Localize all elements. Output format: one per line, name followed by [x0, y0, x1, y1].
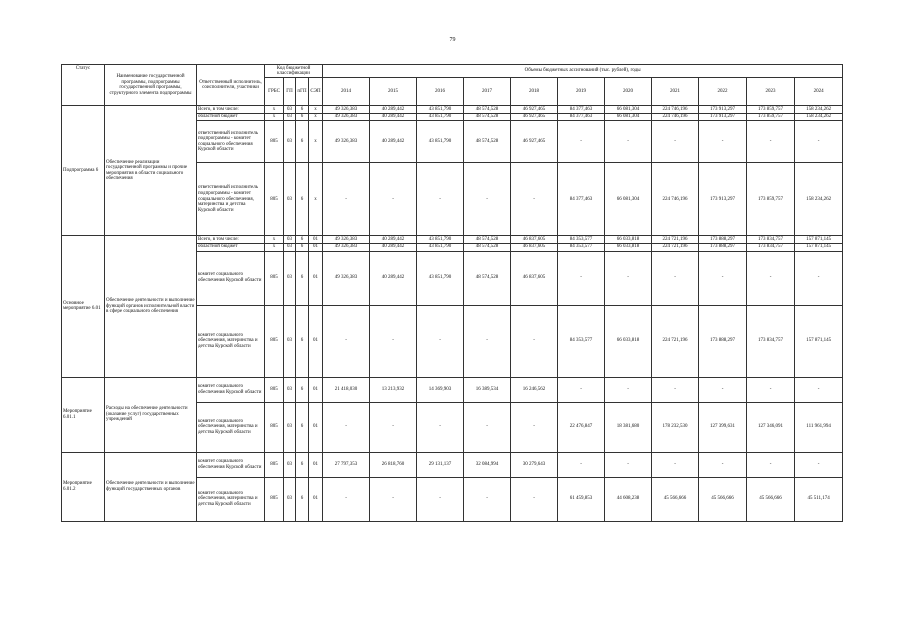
cell-amount: -	[747, 377, 795, 402]
cell-amount: -	[417, 477, 464, 521]
cell-amount: 84 377,463	[558, 163, 605, 236]
cell-amount: 40 289,442	[370, 113, 417, 121]
cell-code: 6	[296, 477, 309, 521]
cell-amount: 84 353,577	[558, 243, 605, 251]
cell-amount: -	[652, 452, 699, 477]
cell-amount: 40 289,442	[370, 243, 417, 251]
header-year-0: 2014	[323, 78, 370, 106]
cell-amount: -	[605, 377, 652, 402]
cell-code: 805	[265, 452, 284, 477]
cell-amount: 43 851,790	[417, 113, 464, 121]
table-row	[62, 236, 843, 244]
cell-code: 03	[284, 477, 296, 521]
cell-status: Мероприятие 6.01.2	[62, 452, 105, 521]
cell-amount: -	[323, 477, 370, 521]
cell-amount: 48 574,528	[464, 121, 511, 163]
cell-code: x	[309, 163, 323, 236]
cell-amount: -	[417, 305, 464, 377]
cell-amount: 84 377,463	[558, 106, 605, 114]
cell-amount: 66 033,818	[605, 236, 652, 244]
cell-amount: 48 574,528	[464, 251, 511, 305]
cell-amount: 44 608,238	[605, 477, 652, 521]
cell-code: 805	[265, 402, 284, 452]
cell-amount: 224 721,196	[652, 243, 699, 251]
cell-code: 805	[265, 121, 284, 163]
cell-amount: -	[323, 305, 370, 377]
cell-program-name: Расходы на обеспечение деятельности (оказание услуг) государственных учреждений	[105, 377, 197, 452]
cell-amount: -	[699, 121, 747, 163]
cell-amount: 158 234,262	[795, 163, 843, 236]
cell-executor: областной бюджет	[197, 243, 265, 251]
cell-code: 6	[296, 452, 309, 477]
cell-amount: 224 721,196	[652, 236, 699, 244]
cell-amount: 29 131,137	[417, 452, 464, 477]
cell-amount: 48 574,528	[464, 106, 511, 114]
header-volumes-group: Объемы бюджетных ассигнований (тыс. рублей), годы	[323, 65, 843, 78]
cell-amount: -	[747, 121, 795, 163]
header-year-8: 2022	[699, 78, 747, 106]
cell-code: 01	[309, 477, 323, 521]
cell-code: x	[265, 106, 284, 114]
cell-amount: 49 326,383	[323, 113, 370, 121]
cell-code: 01	[309, 236, 323, 244]
cell-code: 6	[296, 106, 309, 114]
cell-amount: -	[795, 121, 843, 163]
header-year-9: 2023	[747, 78, 795, 106]
cell-amount: 66 081,304	[605, 106, 652, 114]
cell-amount: 173 913,297	[699, 163, 747, 236]
cell-program-name: Обеспечение реализации государственной программы и прочие мероприятия в области социального обеспечения	[105, 106, 197, 236]
cell-amount: -	[558, 377, 605, 402]
header-year-5: 2019	[558, 78, 605, 106]
cell-code: 03	[284, 236, 296, 244]
cell-amount: 45 511,174	[795, 477, 843, 521]
cell-amount: 173 859,757	[747, 163, 795, 236]
cell-amount: 46 837,605	[511, 236, 558, 244]
cell-amount: -	[558, 121, 605, 163]
cell-amount: 157 871,145	[795, 243, 843, 251]
cell-amount: -	[370, 305, 417, 377]
cell-amount: -	[370, 163, 417, 236]
cell-amount: -	[795, 452, 843, 477]
table-row	[62, 452, 843, 477]
cell-amount: 84 353,577	[558, 305, 605, 377]
cell-status: Подпрограмма 6	[62, 106, 105, 236]
cell-amount: 43 851,790	[417, 121, 464, 163]
cell-code: 03	[284, 163, 296, 236]
cell-amount: -	[370, 477, 417, 521]
cell-code: 805	[265, 251, 284, 305]
cell-amount: -	[795, 251, 843, 305]
cell-amount: 46 927,465	[511, 106, 558, 114]
cell-amount: 27 797,353	[323, 452, 370, 477]
header-year-1: 2015	[370, 78, 417, 106]
cell-amount: 22 476,847	[558, 402, 605, 452]
table-row	[62, 106, 843, 114]
cell-amount: -	[747, 452, 795, 477]
cell-amount: 173 888,297	[699, 305, 747, 377]
cell-amount: 32 084,994	[464, 452, 511, 477]
cell-code: x	[265, 243, 284, 251]
cell-amount: -	[652, 121, 699, 163]
cell-amount: 18 381,680	[605, 402, 652, 452]
cell-code: 03	[284, 113, 296, 121]
cell-amount: -	[699, 377, 747, 402]
cell-amount: 224 746,196	[652, 113, 699, 121]
cell-status: Основное мероприятие 6.01	[62, 236, 105, 377]
cell-code: 01	[309, 402, 323, 452]
cell-code: 01	[309, 305, 323, 377]
cell-code: x	[265, 113, 284, 121]
header-codes-group: Код бюджетной классификации	[265, 65, 323, 78]
header-code-1: ГП	[284, 78, 296, 106]
header-year-3: 2017	[464, 78, 511, 106]
cell-amount: 173 888,297	[699, 236, 747, 244]
table-body	[62, 106, 843, 521]
cell-amount: 158 234,262	[795, 113, 843, 121]
cell-amount: -	[370, 402, 417, 452]
cell-amount: 14 369,903	[417, 377, 464, 402]
cell-code: 03	[284, 106, 296, 114]
cell-executor: комитет социального обеспечения, материнства и детства Курской области	[197, 305, 265, 377]
cell-amount: -	[464, 402, 511, 452]
cell-amount: 84 353,577	[558, 236, 605, 244]
cell-amount: 66 033,818	[605, 305, 652, 377]
cell-amount: -	[605, 251, 652, 305]
header-year-10: 2024	[795, 78, 843, 106]
cell-code: x	[309, 106, 323, 114]
cell-executor: ответственный исполнитель подпрограммы - комитет социального обеспечения, материнства и детства Курской области	[197, 163, 265, 236]
cell-amount: 49 326,383	[323, 236, 370, 244]
cell-amount: 16 246,562	[511, 377, 558, 402]
header-code-3: СЭП	[309, 78, 323, 106]
cell-code: 01	[309, 452, 323, 477]
cell-amount: 66 033,818	[605, 243, 652, 251]
cell-amount: 49 326,383	[323, 121, 370, 163]
cell-code: 805	[265, 377, 284, 402]
cell-program-name: Обеспечение деятельности и выполнение функций государственных органов	[105, 452, 197, 521]
cell-executor: комитет социального обеспечения, материнства и детства Курской области	[197, 402, 265, 452]
cell-amount: 40 289,442	[370, 251, 417, 305]
cell-code: 03	[284, 121, 296, 163]
header-row-top	[62, 65, 843, 78]
cell-code: 6	[296, 236, 309, 244]
cell-executor: ответственный исполнитель подпрограммы - комитет социального обеспечения Курской области	[197, 121, 265, 163]
cell-code: 03	[284, 243, 296, 251]
cell-code: 6	[296, 377, 309, 402]
cell-amount: 16 389,534	[464, 377, 511, 402]
cell-amount: 127 346,091	[747, 402, 795, 452]
cell-amount: -	[417, 163, 464, 236]
header-status: Статус	[62, 65, 105, 106]
cell-amount: -	[511, 402, 558, 452]
cell-amount: 49 326,383	[323, 251, 370, 305]
cell-amount: 224 721,196	[652, 305, 699, 377]
cell-amount: -	[417, 402, 464, 452]
cell-program-name: Обеспечение деятельности и выполнение функций органов исполнительной власти в сфере социального обеспечения	[105, 236, 197, 377]
cell-amount: 173 834,757	[747, 243, 795, 251]
cell-amount: -	[699, 251, 747, 305]
header-year-2: 2016	[417, 78, 464, 106]
cell-amount: 40 289,442	[370, 106, 417, 114]
cell-amount: 46 837,605	[511, 251, 558, 305]
cell-amount: 48 574,528	[464, 243, 511, 251]
cell-code: 6	[296, 402, 309, 452]
cell-amount: 173 913,297	[699, 106, 747, 114]
page-number: 79	[449, 37, 456, 43]
cell-code: 6	[296, 121, 309, 163]
cell-amount: 45 566,666	[747, 477, 795, 521]
cell-code: 6	[296, 113, 309, 121]
cell-amount: -	[558, 452, 605, 477]
cell-code: x	[265, 236, 284, 244]
cell-amount: 173 888,297	[699, 243, 747, 251]
cell-executor: комитет социального обеспечения, материнства и детства Курской области	[197, 477, 265, 521]
cell-amount: 61 459,853	[558, 477, 605, 521]
cell-amount: -	[605, 452, 652, 477]
cell-amount: 43 851,790	[417, 251, 464, 305]
cell-code: 03	[284, 452, 296, 477]
cell-code: 805	[265, 477, 284, 521]
cell-amount: 178 232,530	[652, 402, 699, 452]
cell-code: 03	[284, 305, 296, 377]
cell-code: 01	[309, 377, 323, 402]
cell-amount: 66 081,304	[605, 113, 652, 121]
cell-amount: 157 871,145	[795, 305, 843, 377]
cell-amount: -	[511, 163, 558, 236]
cell-amount: 45 566,666	[652, 477, 699, 521]
cell-code: 6	[296, 163, 309, 236]
cell-executor: комитет социального обеспечения Курской области	[197, 251, 265, 305]
cell-code: 6	[296, 251, 309, 305]
header-year-7: 2021	[652, 78, 699, 106]
cell-amount: 48 574,528	[464, 113, 511, 121]
cell-code: 03	[284, 251, 296, 305]
cell-amount: 84 377,463	[558, 113, 605, 121]
cell-executor: Всего, в том числе:	[197, 106, 265, 114]
cell-amount: 46 837,605	[511, 243, 558, 251]
cell-status: Мероприятие 6.01.1	[62, 377, 105, 452]
cell-amount: 224 746,196	[652, 106, 699, 114]
cell-amount: 157 871,145	[795, 236, 843, 244]
cell-amount: -	[558, 251, 605, 305]
cell-amount: -	[511, 477, 558, 521]
cell-amount: -	[605, 121, 652, 163]
cell-amount: -	[699, 452, 747, 477]
cell-executor: областной бюджет	[197, 113, 265, 121]
cell-amount: 49 326,383	[323, 106, 370, 114]
cell-amount: 49 326,383	[323, 243, 370, 251]
cell-amount: 21 418,030	[323, 377, 370, 402]
cell-amount: -	[652, 251, 699, 305]
cell-amount: 30 279,643	[511, 452, 558, 477]
cell-amount: 40 289,442	[370, 236, 417, 244]
cell-amount: 48 574,528	[464, 236, 511, 244]
cell-amount: 224 746,196	[652, 163, 699, 236]
header-code-2: пГП	[296, 78, 309, 106]
cell-code: 6	[296, 243, 309, 251]
cell-amount: -	[464, 477, 511, 521]
cell-code: 805	[265, 163, 284, 236]
header-code-0: ГРБС	[265, 78, 284, 106]
cell-amount: -	[747, 251, 795, 305]
cell-code: 01	[309, 251, 323, 305]
cell-amount: 43 851,790	[417, 106, 464, 114]
cell-amount: 13 213,932	[370, 377, 417, 402]
cell-amount: 40 289,442	[370, 121, 417, 163]
cell-code: 03	[284, 377, 296, 402]
cell-amount: 173 913,297	[699, 113, 747, 121]
cell-amount: 45 566,666	[699, 477, 747, 521]
cell-amount: -	[464, 305, 511, 377]
cell-code: 03	[284, 402, 296, 452]
header-year-4: 2018	[511, 78, 558, 106]
cell-code: 01	[309, 243, 323, 251]
cell-amount: -	[323, 163, 370, 236]
cell-amount: 173 834,757	[747, 305, 795, 377]
header-executor: Ответственный исполнитель, соисполнители, участники	[197, 65, 265, 106]
cell-executor: комитет социального обеспечения Курской области	[197, 452, 265, 477]
cell-amount: -	[795, 377, 843, 402]
header-year-6: 2020	[605, 78, 652, 106]
cell-code: x	[309, 121, 323, 163]
cell-amount: 46 927,465	[511, 121, 558, 163]
cell-executor: комитет социального обеспечения Курской области	[197, 377, 265, 402]
budget-table	[61, 64, 843, 522]
cell-amount: 66 081,304	[605, 163, 652, 236]
cell-amount: 43 851,790	[417, 236, 464, 244]
cell-amount: 111 961,994	[795, 402, 843, 452]
cell-amount: 26 818,760	[370, 452, 417, 477]
table-row	[62, 377, 843, 402]
cell-amount: 127 399,631	[699, 402, 747, 452]
cell-amount: 46 927,465	[511, 113, 558, 121]
cell-amount: 173 859,757	[747, 106, 795, 114]
cell-executor: Всего, в том числе:	[197, 236, 265, 244]
header-name: Наименование государственной программы, подпрограммы государственной программы, структурного элемента подпрограммы	[105, 65, 197, 106]
cell-amount: 173 834,757	[747, 236, 795, 244]
cell-code: x	[309, 113, 323, 121]
cell-code: 6	[296, 305, 309, 377]
cell-amount: 158 234,262	[795, 106, 843, 114]
cell-amount: 43 851,790	[417, 243, 464, 251]
cell-amount: -	[323, 402, 370, 452]
cell-amount: -	[464, 163, 511, 236]
cell-amount: -	[511, 305, 558, 377]
cell-amount: -	[652, 377, 699, 402]
cell-amount: 173 859,757	[747, 113, 795, 121]
cell-code: 805	[265, 305, 284, 377]
